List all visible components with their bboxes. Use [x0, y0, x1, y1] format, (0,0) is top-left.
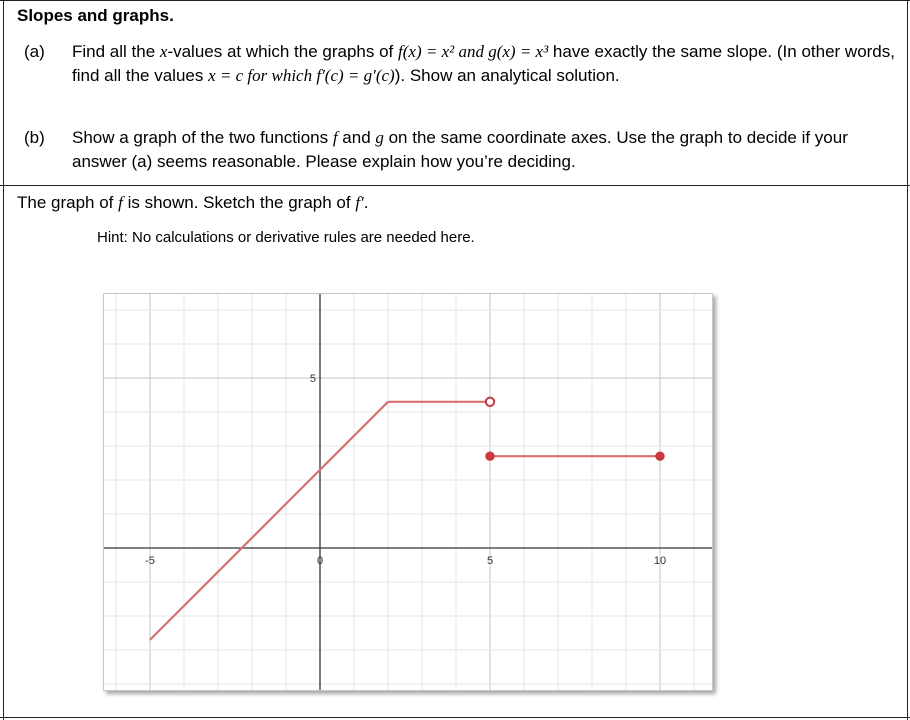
- table-border-bottom: [0, 717, 910, 718]
- table-border-top: [0, 0, 910, 1]
- question-2-text: The graph of f is shown. Sketch the graph of f′.: [17, 193, 369, 212]
- section-title: Slopes and graphs.: [17, 6, 174, 25]
- graph-open-point: [486, 398, 494, 406]
- table-border-middle: [0, 185, 910, 186]
- table-border-right: [907, 0, 908, 720]
- x-tick-label: 0: [316, 555, 324, 567]
- part-b-text: Show a graph of the two functions f and g on the same coordinate axes. Use the graph to decide if your answer (a) seems reasonable. Please explain how you’re deciding.: [72, 128, 848, 171]
- x-tick-label: 5: [486, 555, 494, 567]
- table-border-left: [3, 0, 4, 720]
- part-a-text: Find all the x-values at which the graphs of f(x) = x² and g(x) = x³ have exactly the same slope. (In other words, find all the values x = c for which f′(c) = g′(c)). Show an analytical solution.: [72, 42, 895, 85]
- hint-text: Hint: No calculations or derivative rules are needed here.: [97, 229, 475, 246]
- part-b-label: (b): [24, 128, 45, 147]
- x-tick-label: 10: [653, 555, 667, 567]
- function-graph: [104, 294, 712, 690]
- graph-closed-point-right: [656, 452, 664, 460]
- graph-segment-1: [150, 402, 388, 640]
- graph-closed-point-left: [486, 452, 494, 460]
- x-tick-label: -5: [145, 555, 155, 567]
- graph-frame: [103, 293, 713, 691]
- part-a-label: (a): [24, 42, 45, 61]
- y-tick-label: 5: [309, 373, 316, 385]
